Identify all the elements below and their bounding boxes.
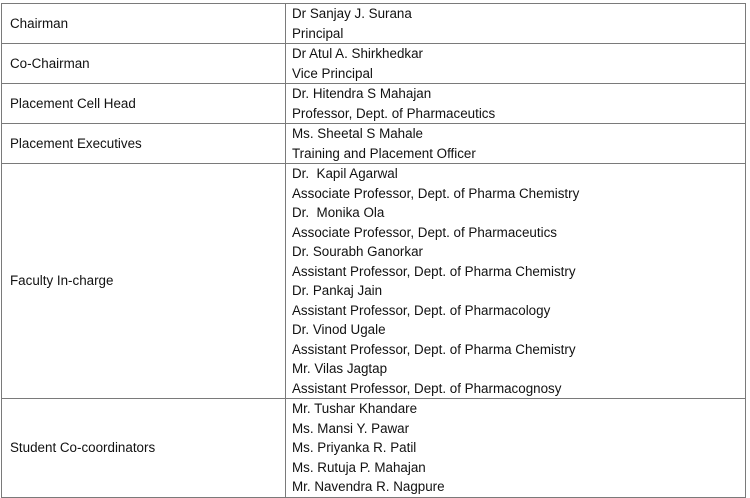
member-designation: Assistant Professor, Dept. of Pharma Chemistry xyxy=(292,263,576,279)
member-name: Dr Atul A. Shirkhedkar xyxy=(292,46,423,61)
table-row xyxy=(2,124,746,164)
members-cell xyxy=(286,4,746,44)
role-cell: Placement Cell Head xyxy=(2,84,286,124)
member-name: Mr. Vilas Jagtap xyxy=(292,361,388,376)
table-row xyxy=(2,84,746,124)
member-designation: Principal xyxy=(292,25,344,41)
member-name: Dr. Kapil Agarwal xyxy=(292,166,398,181)
role-cell: Placement Executives xyxy=(2,124,286,164)
member-designation: Associate Professor, Dept. of Pharmaceutics xyxy=(292,224,557,240)
table-row xyxy=(2,44,746,84)
member-name: Dr. Monika Ola xyxy=(292,205,385,220)
member-name: Ms. Priyanka R. Patil xyxy=(292,440,417,455)
member-designation: Assistant Professor, Dept. of Pharmacognosy xyxy=(292,380,562,396)
member-designation: Professor, Dept. of Pharmaceutics xyxy=(292,105,496,121)
members-cell xyxy=(286,399,746,498)
member-name: Dr. Hitendra S Mahajan xyxy=(292,86,432,101)
members-cell xyxy=(286,124,746,164)
members-cell xyxy=(286,164,746,399)
table-row xyxy=(2,4,746,44)
members-cell xyxy=(286,44,746,84)
member-name: Ms. Mansi Y. Pawar xyxy=(292,420,410,436)
member-name: Ms. Sheetal S Mahale xyxy=(292,126,423,141)
member-name: Ms. Rutuja P. Mahajan xyxy=(292,459,426,475)
member-designation: Assistant Professor, Dept. of Pharma Chemistry xyxy=(292,341,576,357)
member-name: Dr. Sourabh Ganorkar xyxy=(292,244,423,259)
table-row xyxy=(2,164,746,399)
committee-table xyxy=(1,3,746,498)
member-designation: Assistant Professor, Dept. of Pharmacology xyxy=(292,302,551,318)
role-cell: Student Co-coordinators xyxy=(2,399,286,498)
role-cell: Faculty In-charge xyxy=(2,164,286,399)
members-cell xyxy=(286,84,746,124)
member-designation: Associate Professor, Dept. of Pharma Chemistry xyxy=(292,185,580,201)
member-name: Dr. Pankaj Jain xyxy=(292,283,383,298)
member-name: Dr. Vinod Ugale xyxy=(292,322,386,337)
member-designation: Training and Placement Officer xyxy=(292,145,476,161)
member-name: Dr Sanjay J. Surana xyxy=(292,6,412,21)
role-cell: Chairman xyxy=(2,4,286,44)
table-row xyxy=(2,399,746,498)
member-name: Mr. Navendra R. Nagpure xyxy=(292,479,445,494)
member-name: Mr. Tushar Khandare xyxy=(292,401,418,416)
member-designation: Vice Principal xyxy=(292,65,373,81)
role-cell: Co-Chairman xyxy=(2,44,286,84)
